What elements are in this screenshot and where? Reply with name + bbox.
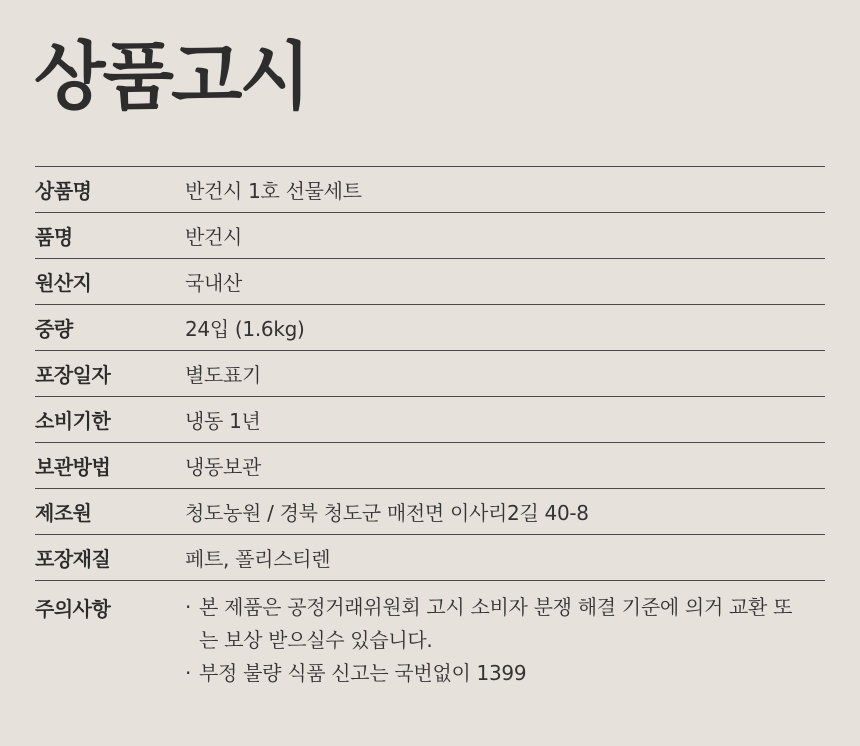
notes-item: · 부정 불량 식품 신고는 국번없이 1399: [185, 657, 809, 690]
table-row: [35, 305, 825, 351]
notes-row: [35, 581, 825, 690]
row-label: 포장재질: [35, 547, 111, 571]
row-label: 중량: [35, 317, 73, 341]
row-value: 냉동보관: [185, 455, 262, 479]
row-value: 국내산: [185, 271, 243, 295]
row-value: 청도농원 / 경북 청도군 매전면 이사리2길 40-8: [185, 501, 589, 525]
row-label: 품명: [35, 225, 73, 249]
row-value: 반건시: [185, 225, 243, 249]
row-label: 소비기한: [35, 409, 111, 433]
table-row: [35, 167, 825, 213]
table-row: [35, 489, 825, 535]
row-label: 보관방법: [35, 455, 111, 479]
row-label: 제조원: [35, 501, 92, 525]
row-value: 24입 (1.6kg): [185, 317, 305, 341]
row-label: 포장일자: [35, 363, 111, 387]
row-label: 상품명: [35, 179, 92, 203]
table-row: [35, 351, 825, 397]
notes-list: [185, 591, 809, 690]
table-row: [35, 259, 825, 305]
row-value: 반건시 1호 선물세트: [185, 179, 362, 203]
notes-label: 주의사항: [35, 597, 111, 621]
row-label: 원산지: [35, 271, 92, 295]
notes-item: · 본 제품은 공정거래위원회 고시 소비자 분쟁 해결 기준에 의거 교환 또는 보상 받으실수 있습니다.: [185, 591, 809, 657]
table-row: [35, 443, 825, 489]
table-row: [35, 535, 825, 581]
product-notice-table: [35, 166, 825, 690]
page-title: 상품고시: [34, 34, 308, 120]
row-value: 냉동 1년: [185, 409, 261, 433]
table-row: [35, 213, 825, 259]
row-value: 페트, 폴리스티렌: [185, 547, 331, 571]
row-value: 별도표기: [185, 363, 262, 387]
table-row: [35, 397, 825, 443]
